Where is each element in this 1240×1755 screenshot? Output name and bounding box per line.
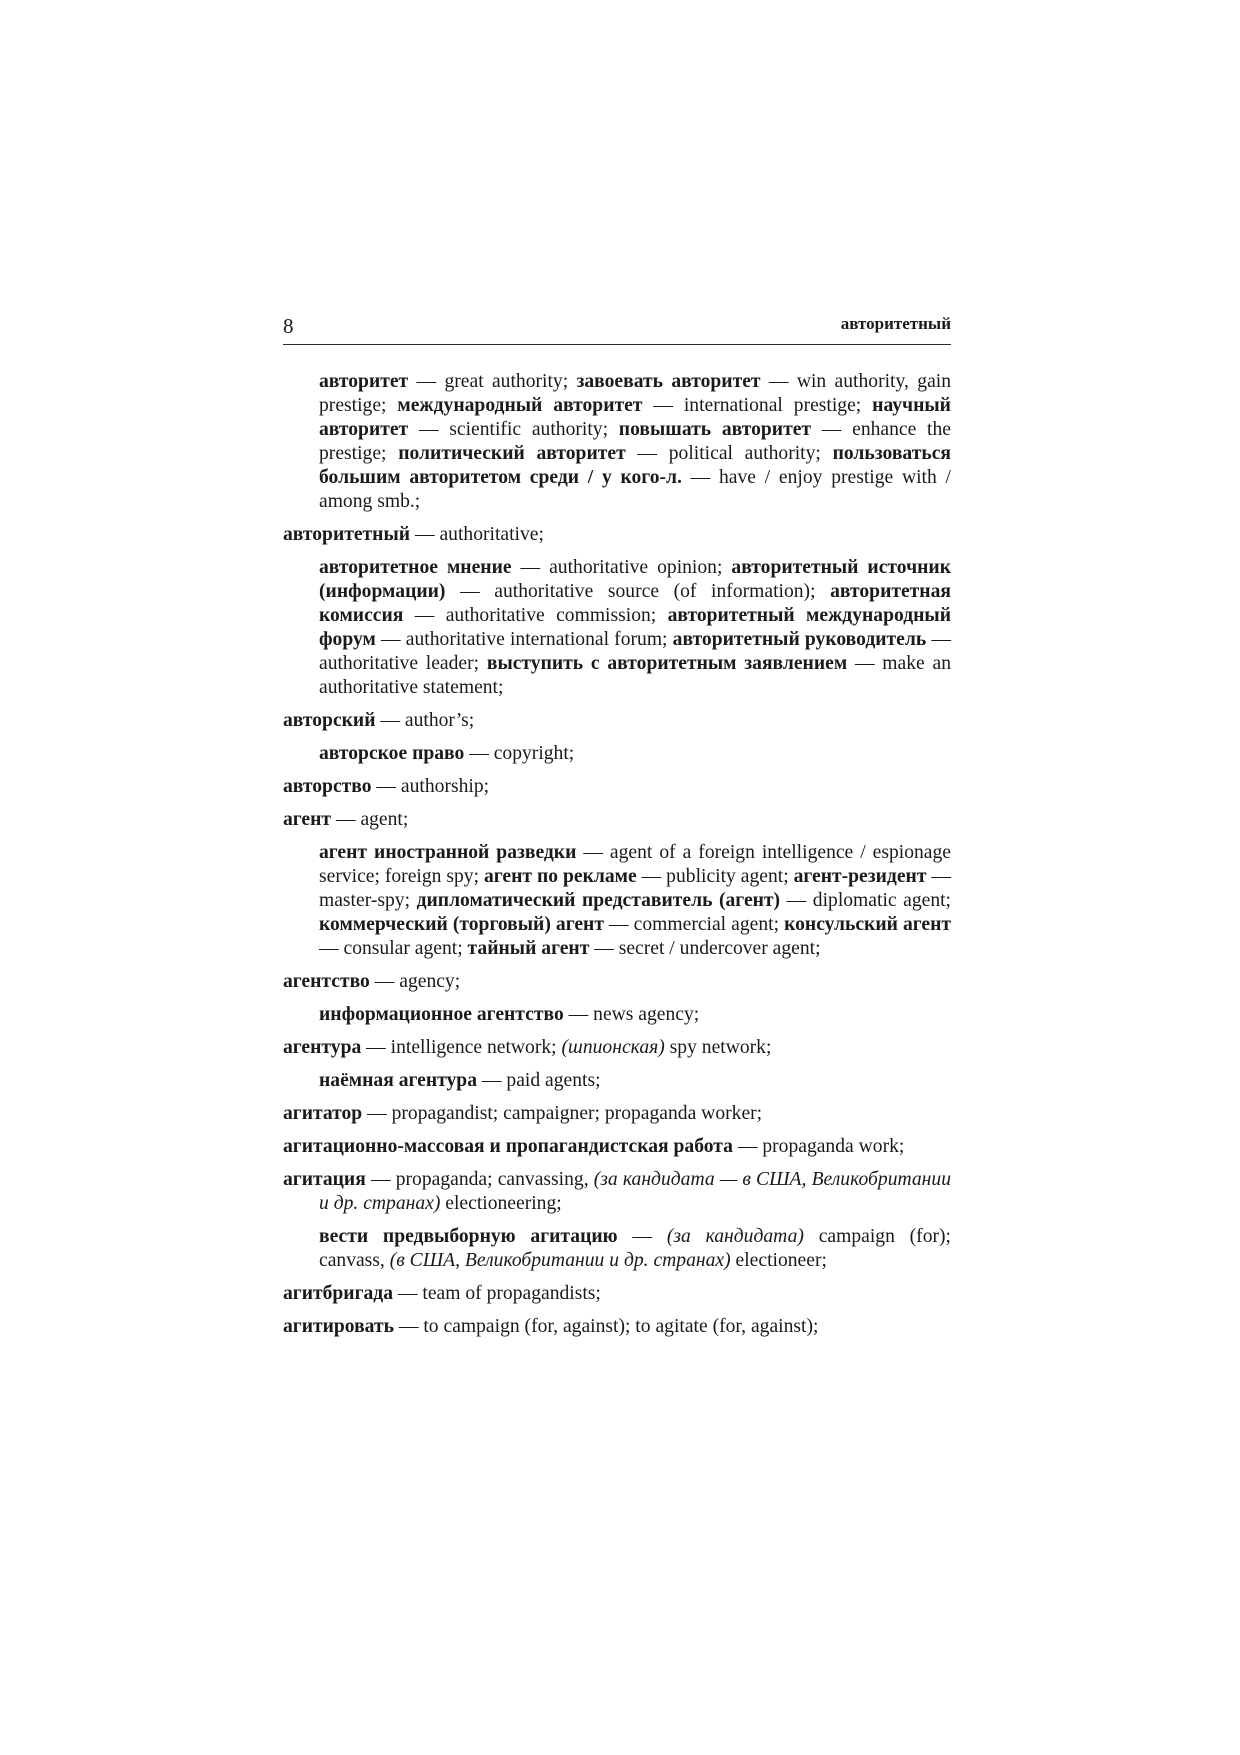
dictionary-entry	[283, 1036, 951, 1060]
headword-term: агент-резидент	[793, 866, 927, 887]
headword-term: авторский	[283, 710, 376, 731]
headword-term: информационное агентство	[319, 1004, 564, 1025]
dictionary-entry	[283, 523, 951, 547]
translation-text: — agent;	[331, 809, 409, 830]
entry-examples	[283, 1069, 951, 1093]
headword-term: агентство	[283, 971, 370, 992]
headword-term: международный авторитет	[397, 395, 643, 416]
entry-examples	[283, 742, 951, 766]
translation-text: spy network;	[664, 1037, 772, 1058]
translation-text: — propaganda work;	[732, 1136, 905, 1157]
translation-text: — agency;	[369, 971, 461, 992]
translation-text: — make an authoritative statement;	[319, 653, 951, 698]
translation-text: — enhance the prestige;	[319, 419, 951, 464]
headword-term: научный авторитет	[319, 395, 951, 440]
translation-text: — have / enjoy prestige with / among smb.;	[319, 467, 951, 512]
headword-term: завоевать авторитет	[576, 371, 761, 392]
translation-text: — authoritative commission;	[403, 605, 668, 626]
entry-examples	[283, 556, 951, 700]
translation-text: — secret / undercover agent;	[589, 938, 821, 959]
translation-text: — intelligence network;	[361, 1037, 562, 1058]
translation-text: electioneering;	[440, 1193, 562, 1214]
headword-term: агитационно-массовая и пропагандистская работа	[283, 1136, 733, 1157]
entry-examples	[283, 370, 951, 514]
dictionary-entry	[283, 1168, 951, 1216]
dictionary-entry	[283, 970, 951, 994]
headword-term: агитбригада	[283, 1283, 393, 1304]
headword-term: агитировать	[283, 1316, 394, 1337]
translation-text: — scientific authority;	[408, 419, 619, 440]
translation-text: — authoritative leader;	[319, 629, 951, 674]
headword-term: авторитетный	[283, 524, 411, 545]
headword-term: авторитет	[319, 371, 409, 392]
translation-text: — propagandist; campaigner; propaganda worker;	[362, 1103, 763, 1124]
page-number: 8	[283, 314, 294, 338]
headword-term: авторитетный международный форум	[319, 605, 951, 650]
headword-term: авторитетный источник (информации)	[319, 557, 951, 602]
translation-text: — authoritative source (of information);	[445, 581, 831, 602]
usage-note: (шпионская)	[561, 1037, 665, 1058]
headword-term: тайный агент	[467, 938, 590, 959]
usage-note: (за кандидата — в США, Великобритании и др. странах)	[319, 1169, 951, 1214]
headword-term: коммерческий (торговый) агент	[319, 914, 604, 935]
translation-text: — authorship;	[371, 776, 490, 797]
translation-text: — diplomatic agent;	[780, 890, 952, 911]
headword-term: агент иностранной разведки	[319, 842, 577, 863]
translation-text: — commercial agent;	[603, 914, 785, 935]
usage-note: (в США, Великобритании и др. странах)	[389, 1250, 731, 1271]
translation-text: — team of propagandists;	[393, 1283, 601, 1304]
headword-term: агент	[283, 809, 332, 830]
translation-text: — master-spy;	[319, 866, 951, 911]
translation-text: — copyright;	[464, 743, 575, 764]
headword-term: выступить с авторитетным заявлением	[486, 653, 848, 674]
translation-text: — political authority;	[625, 443, 833, 464]
translation-text: — propaganda; canvassing,	[365, 1169, 594, 1190]
headword-term: агентура	[283, 1037, 362, 1058]
dictionary-entry	[283, 1315, 951, 1339]
translation-text: electioneer;	[730, 1250, 827, 1271]
headword-term: дипломатический представитель (агент)	[416, 890, 781, 911]
translation-text: — author’s;	[375, 710, 475, 731]
headword-term: авторитетная комиссия	[319, 581, 951, 626]
headword-term: агитация	[283, 1169, 366, 1190]
translation-text: — agent of a foreign intelligence / espionage service; foreign spy;	[319, 842, 951, 887]
running-head: авторитетный	[840, 314, 951, 333]
entry-examples	[283, 1003, 951, 1027]
headword-term: наёмная агентура	[319, 1070, 477, 1091]
translation-text: — great authority;	[408, 371, 577, 392]
dictionary-entry	[283, 709, 951, 733]
dictionary-entry	[283, 1282, 951, 1306]
translation-text: — international prestige;	[642, 395, 873, 416]
headword-term: авторство	[283, 776, 372, 797]
translation-text: — publicity agent;	[636, 866, 794, 887]
headword-term: консульский агент	[784, 914, 951, 935]
headword-term: авторское право	[319, 743, 465, 764]
headword-term: политический авторитет	[398, 443, 626, 464]
headword-term: пользоваться большим авторитетом среди / у кого-л.	[319, 443, 951, 488]
dictionary-entry	[283, 1102, 951, 1126]
dictionary-entries	[283, 370, 951, 1348]
entry-examples	[283, 1225, 951, 1273]
translation-text: — consular agent;	[319, 938, 468, 959]
dictionary-entry	[283, 1135, 951, 1159]
dictionary-entry	[283, 775, 951, 799]
headword-term: агитатор	[283, 1103, 363, 1124]
headword-term: агент по рекламе	[483, 866, 637, 887]
translation-text: — to campaign (for, against); to agitate (for, against);	[393, 1316, 819, 1337]
headword-term: авторитетный руководитель	[672, 629, 927, 650]
dictionary-entry	[283, 808, 951, 832]
translation-text: — authoritative international forum;	[375, 629, 673, 650]
entry-examples	[283, 841, 951, 961]
translation-text: — authoritative opinion;	[511, 557, 732, 578]
usage-note: (за кандидата)	[666, 1226, 804, 1247]
translation-text: —	[617, 1226, 667, 1247]
headword-term: повышать авторитет	[618, 419, 812, 440]
translation-text: — win authority, gain prestige;	[319, 371, 952, 416]
page-header	[283, 312, 951, 345]
translation-text: campaign (for); canvass,	[319, 1226, 951, 1271]
translation-text: — paid agents;	[477, 1070, 601, 1091]
translation-text: — authoritative;	[410, 524, 544, 545]
headword-term: авторитетное мнение	[319, 557, 512, 578]
headword-term: вести предвыборную агитацию	[319, 1226, 618, 1247]
translation-text: — news agency;	[563, 1004, 700, 1025]
